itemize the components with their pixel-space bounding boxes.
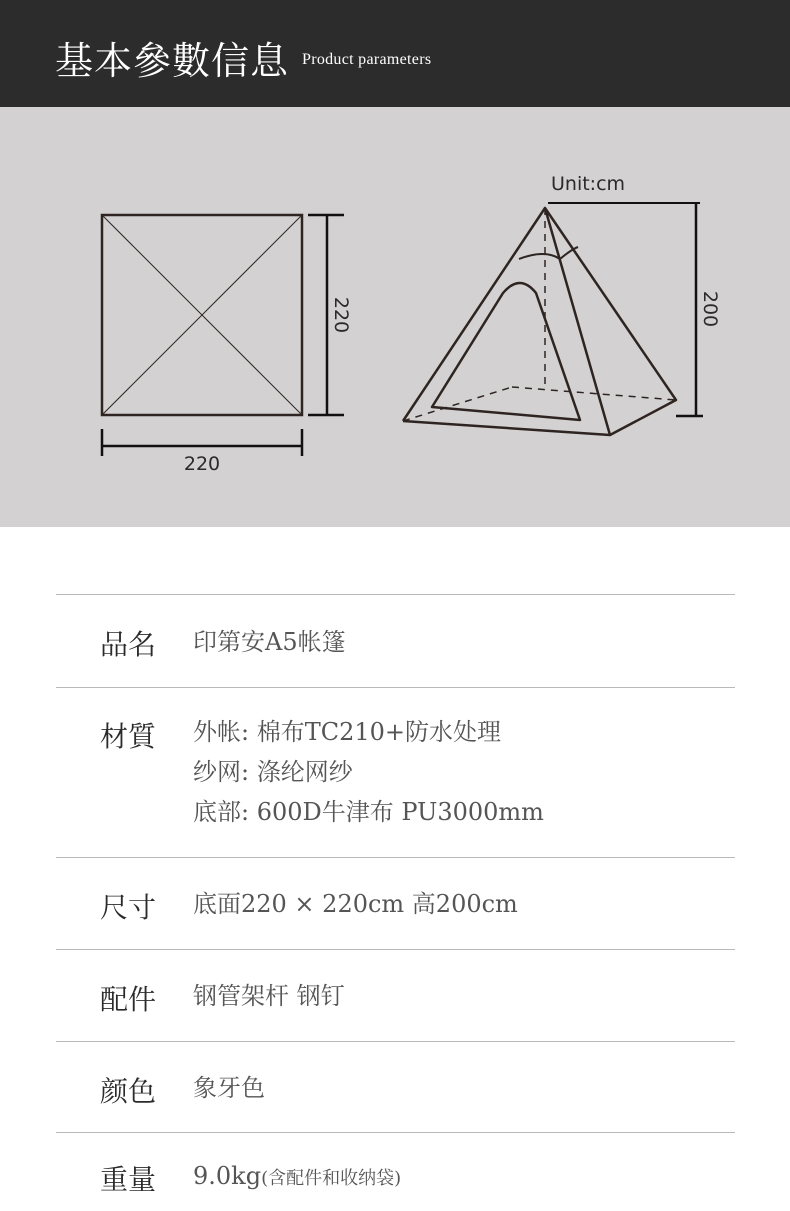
spec-row-accessories <box>56 950 735 1041</box>
weight-note: (含配件和收纳袋) <box>261 1168 402 1189</box>
tent-pyramid-drawing <box>403 208 676 435</box>
spec-label-size: 尺寸 <box>100 891 157 924</box>
tent-height-label: 200 <box>699 290 721 328</box>
spec-value-color: 象牙色 <box>193 1074 265 1102</box>
header-bar <box>0 0 790 107</box>
spec-value-size: 底面220 × 220cm 高200cm <box>193 890 518 918</box>
spec-label-name: 品名 <box>100 628 157 661</box>
spec-row-weight <box>56 1133 735 1211</box>
spec-label-weight: 重量 <box>100 1163 157 1196</box>
weight-value: 9.0kg <box>193 1162 262 1190</box>
spec-row-size <box>56 858 735 949</box>
dimension-diagram-panel <box>0 107 790 527</box>
dimension-diagram <box>0 107 790 527</box>
page-subtitle: Product parameters <box>302 51 432 68</box>
spec-label-color: 颜色 <box>100 1075 157 1108</box>
unit-label: Unit:cm <box>551 173 626 195</box>
spec-value-material <box>193 712 544 832</box>
spec-table <box>56 594 735 1211</box>
material-line-floor: 底部: 600D牛津布 PU3000mm <box>193 798 544 826</box>
spec-row-color <box>56 1042 735 1132</box>
floor-depth-label: 220 <box>330 296 352 334</box>
spec-label-material: 材質 <box>100 720 157 753</box>
spec-label-accessories: 配件 <box>100 983 157 1016</box>
material-line-outer: 外帐: 棉布TC210+防水处理 <box>193 718 502 746</box>
floor-width-label: 220 <box>183 453 221 475</box>
spec-row-material <box>56 688 735 857</box>
spec-value-name: 印第安A5帐篷 <box>193 628 346 656</box>
page-title: 基本參數信息 <box>55 39 290 83</box>
spec-value-weight <box>193 1156 401 1199</box>
material-line-mesh: 纱网: 涤纶网纱 <box>193 758 353 786</box>
spec-row-name <box>56 595 735 687</box>
spec-value-accessories: 钢管架杆 钢钉 <box>193 982 345 1010</box>
